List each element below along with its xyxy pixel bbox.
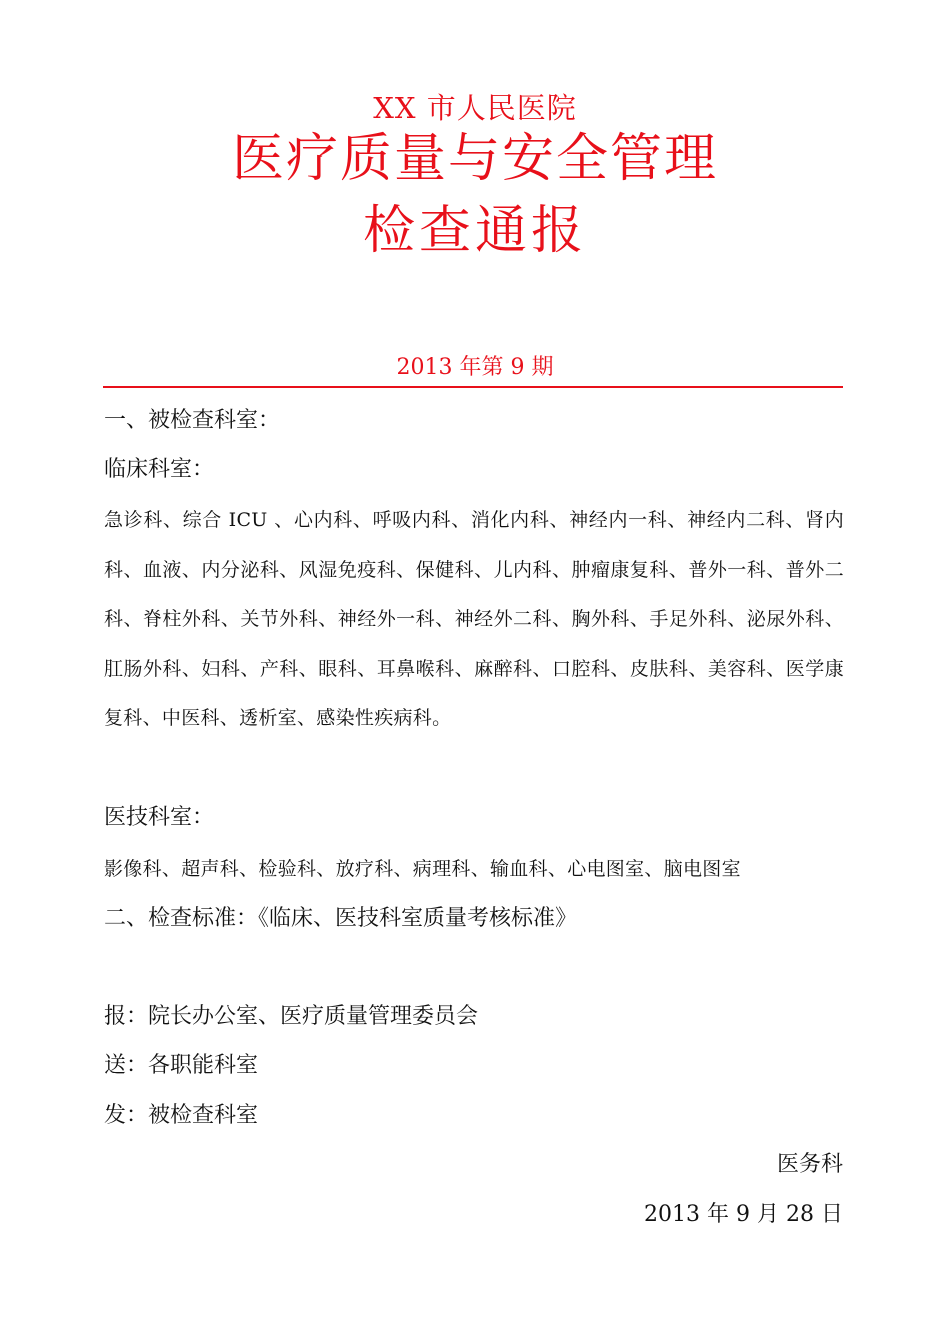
- document-title-line2: 检查通报: [362, 201, 587, 261]
- section1-heading: 一、被检查科室：: [104, 408, 281, 433]
- issue-number: 2013 年第 9 期: [396, 355, 554, 380]
- hospital-name: XX 市人民医院: [373, 91, 577, 125]
- signing-department: 医务科: [776, 1152, 843, 1177]
- send-to-line: 送：各职能科室: [104, 1053, 259, 1078]
- clinical-heading: 临床科室：: [104, 457, 215, 482]
- report-to-line: 报：院长办公室、医疗质量管理委员会: [104, 1004, 479, 1029]
- section2-heading: 二、检查标准：《临床、医技科室质量考核标准》: [104, 906, 578, 931]
- header-divider: [103, 386, 843, 388]
- issue-to-line: 发：被检查科室: [104, 1103, 259, 1128]
- tech-department-list: 影像科、超声科、检验科、放疗科、病理科、输血科、心电图室、脑电图室: [104, 858, 741, 880]
- clinical-department-list: 急诊科、综合 ICU 、心内科、呼吸内科、消化内科、神经内一科、神经内二科、肾内科、血液、内分泌科、风湿免疫科、保健科、儿内科、肿瘤康复科、普外一科、普外二科、脊柱外科、关节外科、神经外一科、神经外二科、胸外科、手足外科、泌尿外科、肛肠外科、妇科、产科、眼科、耳鼻喉科、麻醉科、口腔科、皮肤科、美容科、医学康复科、中医科、透析室、感染性疾病科。: [104, 509, 844, 729]
- document-title-line1: 医疗质量与安全管理: [231, 129, 718, 189]
- tech-heading: 医技科室：: [104, 805, 215, 830]
- signing-date: 2013 年 9 月 28 日: [644, 1202, 843, 1227]
